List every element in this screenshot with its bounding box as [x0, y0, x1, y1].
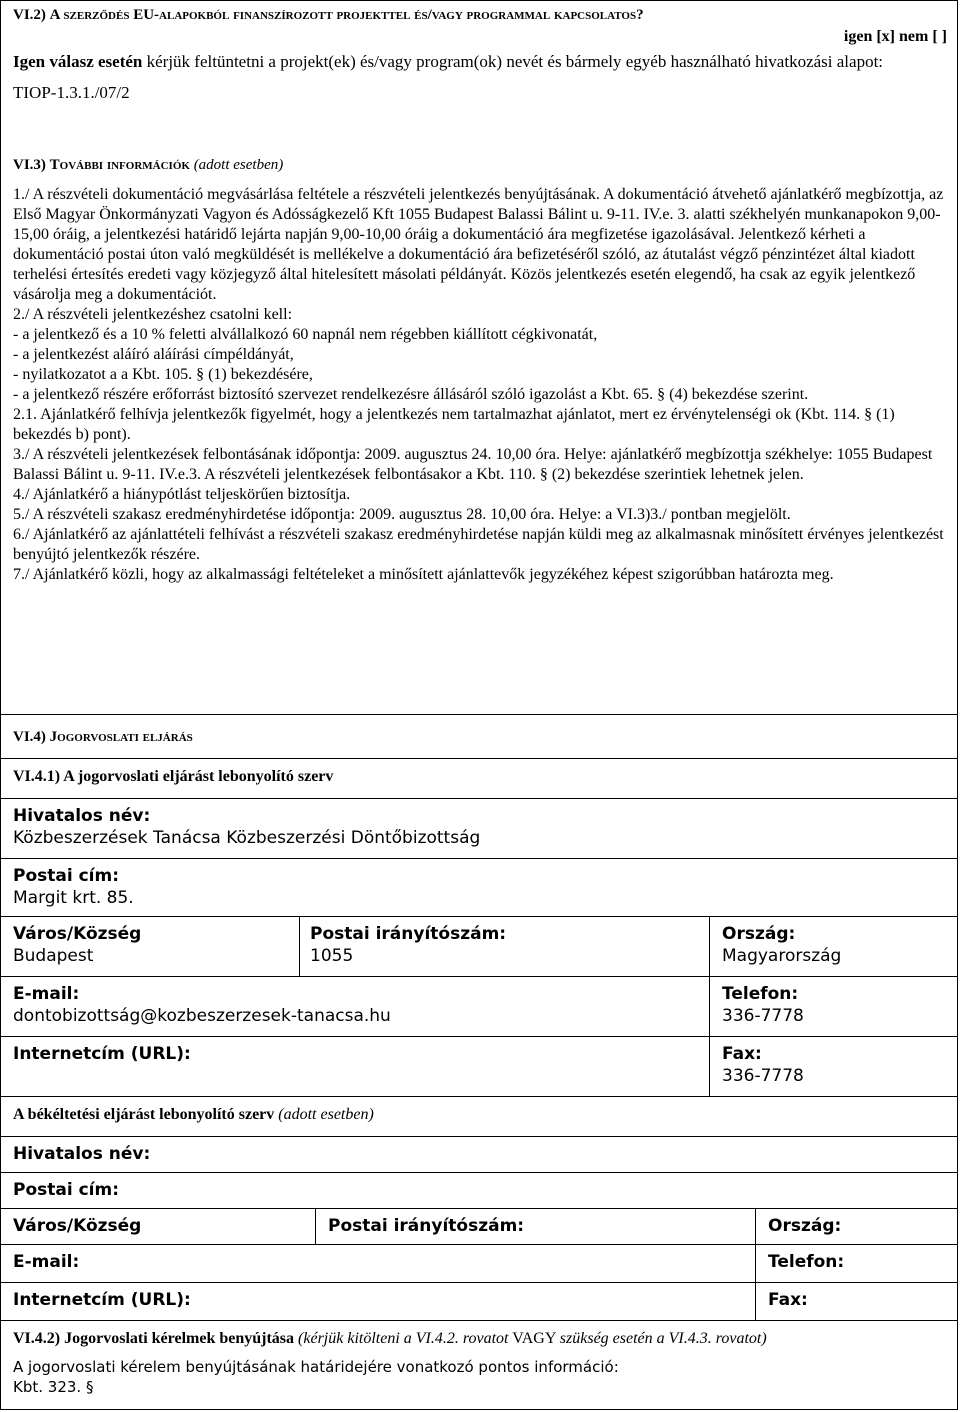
info-paragraph: 5./ A részvételi szakasz eredményhirdetése időpontja: 2009. augusztus 28. 10,00 óra. Helye: a VI.3)3./ pontban megjelölt. — [13, 506, 791, 523]
section-vi42 — [1, 1320, 957, 1411]
info-paragraph: 7./ Ajánlatkérő közli, hogy az alkalmassági feltételeket a minősített ajánlattevők jegyzékéhez képest szigorúbban határozta meg. — [13, 566, 834, 583]
review-body-address: Margit krt. 85. — [13, 888, 134, 908]
info-paragraph: 6./ Ajánlatkérő az ajánlattételi felhívást a részvételi szakasz eredményhirdetése napján küldi meg az alkalmasnak minősített érvényes jelentkezést benyújtó jelentkezők részére. — [13, 526, 944, 563]
mediation-body-phone: Telefon: — [755, 1245, 957, 1283]
review-body-url: Internetcím (URL): — [13, 1044, 191, 1064]
mediation-body-contact-row — [1, 1244, 957, 1282]
additional-info-body — [13, 185, 947, 585]
section-vi3 — [1, 155, 957, 711]
mediation-body-name-row: Hivatalos név: — [1, 1136, 957, 1172]
section-vi2 — [1, 5, 957, 145]
review-body-name: Közbeszerzések Tanácsa Közbeszerzési Döntőbizottság — [13, 828, 481, 848]
review-body-address-row: Postai cím: Margit krt. 85. — [1, 858, 957, 916]
review-body-fax: Fax: 336-7778 — [709, 1037, 957, 1097]
info-paragraph: - nyilatkozatot a a Kbt. 105. § (1) bekezdésére, — [13, 366, 313, 383]
info-paragraph: - a jelentkezést aláíró aláírási címpéldányát, — [13, 346, 294, 363]
mediation-body-url: Internetcím (URL): — [13, 1290, 191, 1310]
review-body-email: E-mail: dontobizottság@kozbeszerzesek-tanacsa.hu — [13, 984, 391, 1026]
eu-funding-answer: igen [x] nem [ ] — [843, 28, 947, 45]
mediation-body-location-row — [1, 1208, 957, 1244]
info-paragraph: 2.1. Ajánlatkérő felhívja jelentkezők figyelmét, hogy a jelentkezés nem tartalmazhat ajánlatot, mert ez érvénytelenségi ok (Kbt. 114. § (1) bekezdés b) pont). — [13, 406, 895, 443]
section-vi4-heading: VI.4) Jogorvoslati eljárás — [1, 714, 957, 758]
info-paragraph: 4./ Ajánlatkérő a hiánypótlást teljeskörűen biztosítja. — [13, 486, 351, 503]
review-body-city: Város/Község Budapest — [13, 924, 142, 966]
info-paragraph: 2./ A részvételi jelentkezéshez csatolni kell: — [13, 306, 293, 323]
info-paragraph: 1./ A részvételi dokumentáció megvásárlása feltétele a részvételi jelentkezés benyújtásának. A dokumentáció átvehető ajánlatkérő megbízottja, az Első Magyar Önkormányzati Vagyon és Adósságkezelő Kft 1055 Budapest Balassi Bálint u. 9-11. IV.e. 3. alatti székhelyén munkanapokon 9,00-15,00 óráig, a jelentkezési határidő lejárta napján 9,00-10,00 óráig a dokumentáció ára megfizetése igazolásával. Jelentkező kérheti a dokumentáció postai úton való megküldését is mellékelve a dokumentáció ára befizetéséről szóló, az átutalást végző pénzintézet által kiadott terhelési értesítés eredeti vagy közjegyző által hitelesített másolati példányát. Közös jelentkezés esetén elegendő, ha csak az egyik jelentkező vásárolja meg a dokumentációt. — [13, 186, 944, 303]
mediation-body-address-row: Postai cím: — [1, 1172, 957, 1208]
mediation-body-city: Város/Község — [13, 1216, 142, 1236]
info-paragraph: - a jelentkező részére erőforrást biztosító szervezet rendelkezésre állásáról szóló igazolást a Kbt. 65. § (4) bekezdése szerint. — [13, 386, 809, 403]
review-body-name-row: Hivatalos név: Közbeszerzések Tanácsa Közbeszerzési Döntőbizottság — [1, 798, 957, 858]
project-reference: TIOP-1.3.1./07/2 — [13, 83, 130, 102]
review-body-web-row — [1, 1036, 957, 1096]
appeal-deadline-label: A jogorvoslati kérelem benyújtásának határidejére vonatkozó pontos információ: — [13, 1358, 619, 1376]
info-paragraph: - a jelentkező és a 10 % feletti alvállalkozó 60 napnál nem régebben kiállított cégkivonatát, — [13, 326, 598, 343]
mediation-body-country: Ország: — [755, 1209, 957, 1245]
review-body-postcode: Postai irányítószám: 1055 — [299, 917, 709, 977]
mediation-body-postcode: Postai irányítószám: — [315, 1209, 755, 1245]
section-vi3-heading: VI.3) További információk (adott esetben) — [13, 157, 284, 173]
section-vi41-heading: VI.4.1) A jogorvoslati eljárást lebonyolító szerv — [1, 758, 957, 798]
appeal-deadline-value: Kbt. 323. § — [13, 1378, 94, 1396]
section-vi2-heading: VI.2) A szerződés EU-alapokból finanszírozott projekttel és/vagy programmal kapcsolatos? — [13, 7, 644, 23]
section-vi42-heading: VI.4.2) Jogorvoslati kérelmek benyújtása (kérjük kitölteni a VI.4.2. rovatot VAGY szükség esetén a VI.4.3. rovatot) — [13, 1330, 767, 1347]
review-body-country: Ország: Magyarország — [709, 917, 957, 977]
mediation-body-email: E-mail: — [13, 1252, 80, 1272]
eu-funding-question: Igen válasz esetén kérjük feltüntetni a projekt(ek) és/vagy program(ok) nevét és bármely egyéb használható hivatkozási alapot: — [13, 52, 884, 71]
review-body-phone: Telefon: 336-7778 — [709, 977, 957, 1037]
mediation-body-web-row — [1, 1282, 957, 1320]
info-paragraph: 3./ A részvételi jelentkezések felbontásának időpontja: 2009. augusztus 24. 10,00 óra. Helye: ajánlatkérő megbízottja székhelye: 1055 Budapest Balassi Bálint u. 9-11. IV.e.3. A részvételi jelentkezések felbontásakor a Kbt. 110. § (2) bekezdése szerintiek lehetnek jelen. — [13, 446, 933, 483]
review-body-location-row — [1, 916, 957, 976]
review-body-contact-row — [1, 976, 957, 1036]
mediation-body-fax: Fax: — [755, 1283, 957, 1321]
mediation-body-heading: A békéltetési eljárást lebonyolító szerv (adott esetben) — [1, 1096, 957, 1136]
